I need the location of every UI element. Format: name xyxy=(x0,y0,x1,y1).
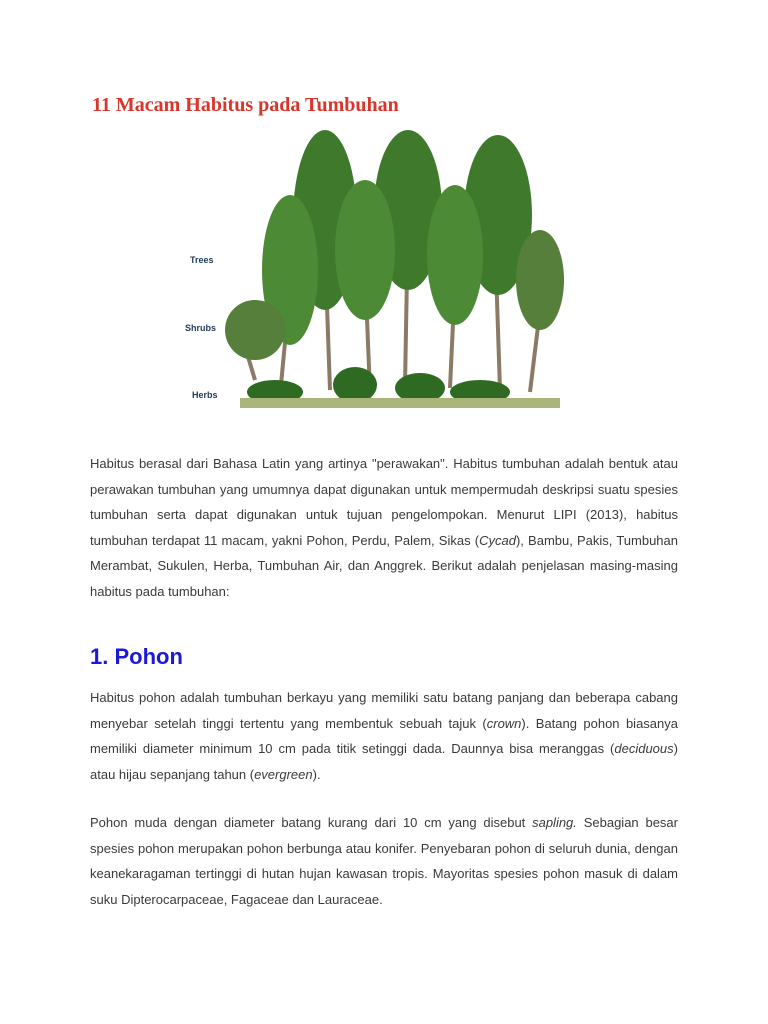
shrubs-herbs xyxy=(240,367,560,408)
label-trees: Trees xyxy=(190,255,214,265)
pohon-paragraph-1 xyxy=(90,685,678,787)
italic-term: deciduous xyxy=(614,741,674,757)
text: ). Batang pohon biasanya memiliki diameter minimum 10 cm pada titik setinggi dada. Daunnya bisa meranggas ( xyxy=(90,715,678,757)
italic-term: sapling. xyxy=(532,815,577,830)
text: ), Bambu, Pakis, Tumbuhan Merambat, Sukulen, Herba, Tumbuhan Air, dan Anggrek. Berikut adalah penjelasan masing-masing habitus pada tumbuhan: xyxy=(90,532,678,599)
italic-term: Cycad xyxy=(479,532,516,548)
text: ). xyxy=(312,766,321,782)
label-herbs: Herbs xyxy=(192,390,218,400)
habitus-illustration xyxy=(180,130,565,415)
intro-paragraph xyxy=(90,451,678,605)
text: Pohon muda dengan diameter batang kurang dari 10 cm yang disebut xyxy=(90,815,533,830)
pohon-paragraph-2 xyxy=(90,810,678,912)
label-shrubs: Shrubs xyxy=(185,323,217,333)
page-title: 11 Macam Habitus pada Tumbuhan xyxy=(92,94,399,116)
tree-crowns xyxy=(225,130,564,360)
text: Habitus pohon adalah tumbuhan berkayu yang memiliki satu batang panjang dan beberapa cabang menyebar setelah tinggi tertentu yang membentuk sebuah tajuk ( xyxy=(90,690,678,731)
text: Habitus berasal dari Bahasa Latin yang artinya "perawakan". Habitus tumbuhan adalah bentuk atau perawakan tumbuhan yang umumnya dapat digunakan untuk mempermudah deskripsi suatu spesies tumbuhan serta dapat digunakan untuk tujuan pengelompokan. Menurut LIPI (2013), habitus tumbuhan terdapat 11 macam, yakni Pohon, Perdu, Palem, Sikas ( xyxy=(90,456,678,548)
italic-term: crown xyxy=(486,715,522,731)
text: ) atau hijau sepanjang tahun ( xyxy=(90,741,678,782)
text: Sebagian besar spesies pohon merupakan pohon berbunga atau konifer. Penyebaran pohon di seluruh dunia, dengan keanekaragaman tertinggi di hutan hujan kawasan tropis. Mayoritas spesies pohon masuk di dalam suku Dipterocarpaceae, Fagaceae dan Lauraceae. xyxy=(90,815,678,907)
section-heading: 1. Pohon xyxy=(90,644,183,669)
italic-term: evergreen xyxy=(254,766,313,782)
